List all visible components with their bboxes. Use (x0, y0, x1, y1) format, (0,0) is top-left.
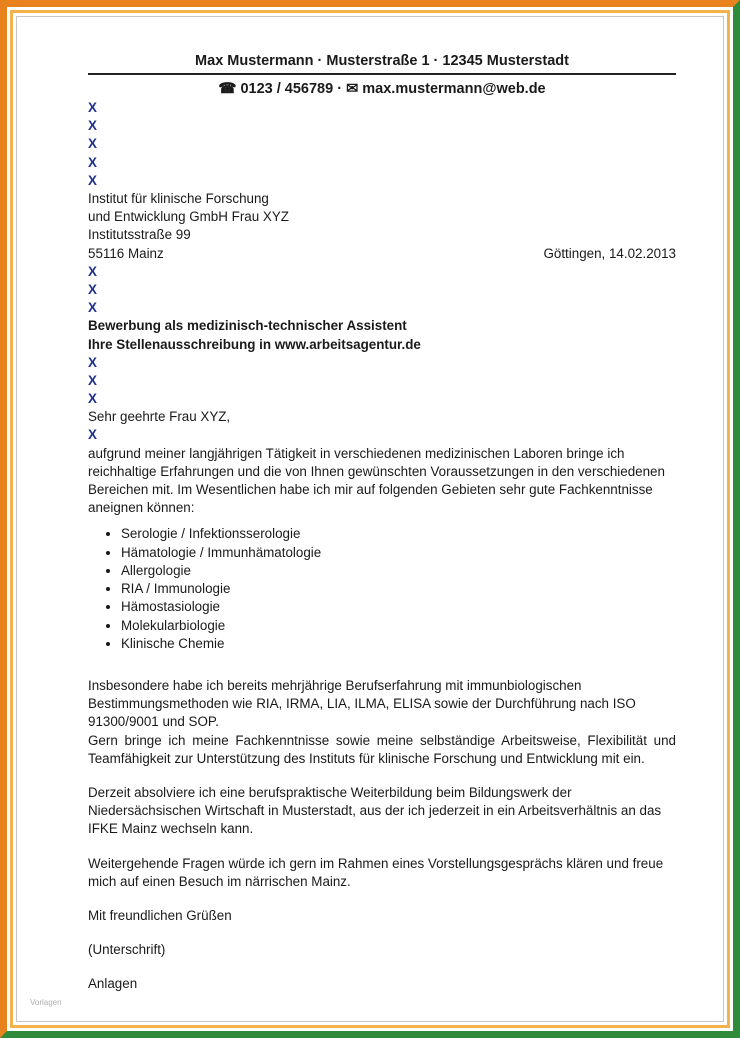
placeholder-x: X (88, 118, 97, 134)
placeholder-x: X (88, 100, 97, 115)
list-item: • Hämatologie / Immunhämatologie (121, 544, 676, 562)
list-item: • Serologie / Infektionsserologie (121, 525, 676, 543)
subject (88, 317, 676, 353)
experience-paragraph: Insbesondere habe ich bereits mehrjährige Berufserfahrung mit immunbiologischen Bestimmungsmethoden wie RIA, IRMA, LIA, ILMA, ELISA sowie der Durchführung nach ISO 91300/9001 und SOP. (88, 677, 636, 730)
intro-paragraph: aufgrund meiner langjährigen Tätigkeit in verschiedenen medizinischen Laboren bringe ich reichhaltige Erfahrungen und die von Ihnen gewünschten Voraussetzungen in den verschiedenen Bereichen mit. Im Wesentlichen habe ich mir auf folgenden Gebieten sehr gute Fachkenntnisse aneignen können: (88, 445, 665, 516)
subject-line-2: Ihre Stellenausschreibung in www.arbeitsagentur.de (88, 336, 421, 352)
recipient-address (88, 190, 676, 263)
recipient-street: Institutsstraße 99 (88, 227, 191, 243)
attachments-label: Anlagen (88, 976, 138, 992)
skills-offer-paragraph: Gern bringe ich meine Fachkenntnisse sowie meine selbständige Arbeitsweise, Flexibilität und Teamfähigkeit zur Unterstützung des Instituts für klinische Forschung und Entwicklung mit ein. (88, 732, 676, 766)
training-paragraph: Derzeit absolviere ich eine berufspraktische Weiterbildung beim Bildungswerk der Niedersächsischen Wirtschaft in Musterstadt, aus der ich jederzeit in ein Arbeitsverhältnis an das IFKE Mainz wechseln kann. (88, 784, 662, 837)
closing: Mit freundlichen Grüßen (88, 907, 232, 923)
phone-icon: ☎ (218, 81, 237, 97)
mail-icon: ✉ (346, 81, 359, 97)
placeholder-x: X (88, 281, 97, 297)
phone-number: 0123 / 456789 (240, 81, 334, 97)
list-item: • Hämostasiologie (121, 598, 676, 616)
placeholder-x: X (88, 372, 97, 388)
sender-address: Max Mustermann · Musterstraße 1 · 12345 Musterstadt (195, 53, 569, 69)
sender-contact (88, 80, 676, 98)
recipient-line-1: Institut für klinische Forschung (88, 190, 269, 206)
placeholder-x: X (88, 136, 97, 152)
placeholder-x: X (88, 172, 97, 188)
recipient-city: 55116 Mainz (88, 245, 164, 261)
placeholder-x: X (88, 354, 97, 370)
list-item: • Molekularbiologie (121, 617, 676, 635)
placeholder-x: X (88, 427, 97, 443)
letter-body (88, 99, 676, 994)
letter-date: Göttingen, 14.02.2013 (543, 245, 676, 261)
email-address: max.mustermann@web.de (362, 81, 546, 97)
list-item: • Klinische Chemie (121, 635, 676, 653)
salutation: Sehr geehrte Frau XYZ, (88, 409, 231, 425)
placeholder-x: X (88, 263, 97, 279)
interview-paragraph: Weitergehende Fragen würde ich gern im Rahmen eines Vorstellungsgesprächs klären und freue mich auf einen Besuch im närrischen Mainz. (88, 855, 664, 889)
skills-list (88, 525, 676, 652)
subject-line-1: Bewerbung als medizinisch-technischer Assistent (88, 318, 407, 334)
placeholder-x: X (88, 391, 97, 407)
list-item: • Allergologie (121, 562, 676, 580)
placeholder-x: X (88, 300, 97, 316)
list-item: • RIA / Immunologie (121, 580, 676, 598)
recipient-line-2: und Entwicklung GmbH Frau XYZ (88, 209, 289, 225)
contact-separator: · (337, 81, 343, 97)
signature: (Unterschrift) (88, 942, 166, 958)
header-divider (88, 73, 676, 75)
placeholder-x: X (88, 154, 97, 170)
watermark: Vorlagen (30, 998, 62, 1007)
